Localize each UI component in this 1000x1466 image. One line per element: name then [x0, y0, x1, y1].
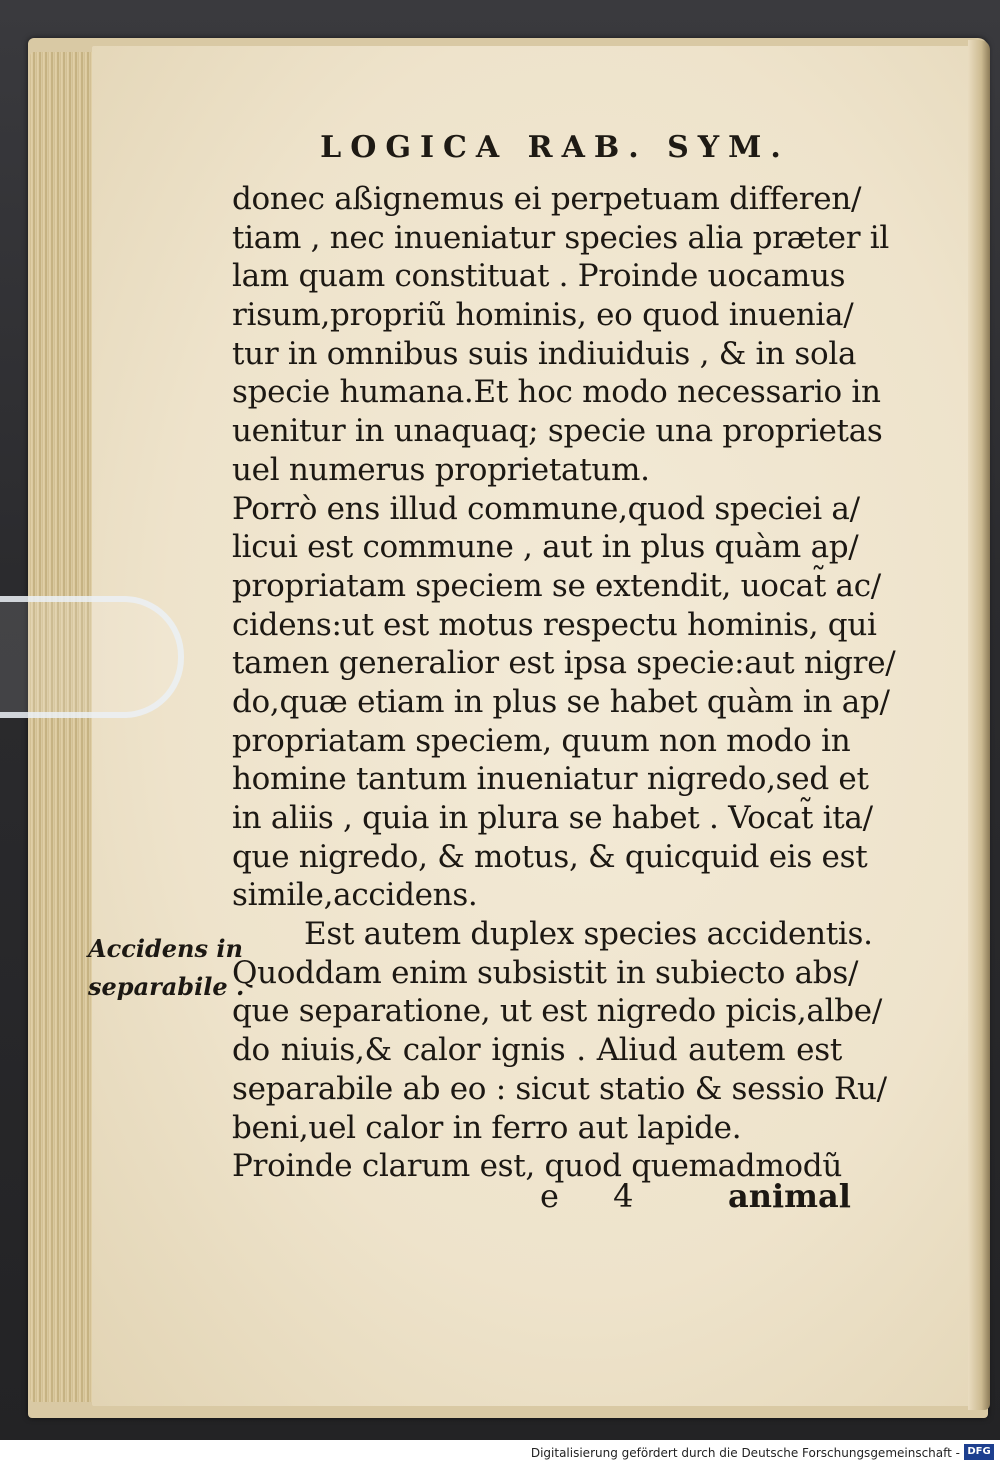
running-head: LOGICA RAB. SYM. — [320, 130, 790, 165]
text-line: do,quæ etiam in plus se habet quàm in ap/ — [232, 683, 890, 720]
text-line: lam quam constituat . Proinde uocamus — [232, 258, 846, 295]
text-line: risum,propriũ hominis, eo quod inuenia/ — [232, 297, 854, 334]
text-line: uel numerus proprietatum. — [232, 451, 650, 488]
text-line: tamen generalior est ipsa specie:aut nigre/ — [232, 645, 896, 682]
text-line: licui est commune , aut in plus quàm ap/ — [232, 529, 859, 566]
text-line: propriatam speciem, quum non modo in — [232, 722, 851, 759]
text-line: specie humana.Et hoc modo necessario in — [232, 374, 881, 411]
text-line: Quoddam enim subsistit in subiecto abs/ — [232, 954, 859, 991]
dfg-logo: DFG — [964, 1444, 994, 1460]
text-line: propriatam speciem se extendit, uocat̃ ac/ — [232, 567, 881, 604]
footer-credit: Digitalisierung gefördert durch die Deutsche Forschungsgemeinschaft - — [530, 1446, 960, 1460]
text-line: que separatione, ut est nigredo picis,albe/ — [232, 993, 882, 1030]
text-line: simile,accidens. — [232, 877, 478, 914]
text-block — [232, 180, 896, 1186]
footer-bar — [0, 1440, 1000, 1466]
text-line: cidens:ut est motus respectu hominis, qui — [232, 606, 877, 643]
catchword: animal — [728, 1177, 851, 1215]
text-line: Proinde clarum est, quod quemadmodũ — [232, 1148, 842, 1185]
text-line: separabile ab eo : sicut statio & sessio Ru/ — [232, 1070, 887, 1107]
text-line: tur in omnibus suis indiuiduis , & in sola — [232, 335, 857, 372]
text-line: in aliis , quia in plura se habet . Vocat̃ ita/ — [232, 800, 873, 836]
text-line: que nigredo, & motus, & quicquid eis est — [232, 838, 868, 875]
text-line: donec aßignemus ei perpetuam differen/ — [232, 181, 862, 217]
margin-note-line: separabile . — [88, 972, 245, 1001]
text-line: uenitur in unaquaq; specie una proprietas — [232, 413, 883, 450]
page-edges — [30, 52, 100, 1402]
bookmark-strip — [0, 596, 184, 718]
text-line: beni,uel calor in ferro aut lapide. — [232, 1109, 742, 1146]
page-curl — [968, 40, 990, 1410]
margin-note — [88, 930, 244, 1006]
text-line: Est autem duplex species accidentis. — [304, 916, 873, 953]
margin-note-line: Accidens in — [88, 934, 243, 963]
text-line: Porrò ens illud commune,quod speciei a/ — [232, 490, 860, 527]
text-line: tiam , nec inueniatur species alia præter il — [232, 219, 890, 256]
signature-mark: e 4 — [540, 1177, 656, 1215]
text-line: do niuis,& calor ignis . Aliud autem est — [232, 1032, 842, 1069]
text-line: homine tantum inueniatur nigredo,sed et — [232, 761, 869, 798]
